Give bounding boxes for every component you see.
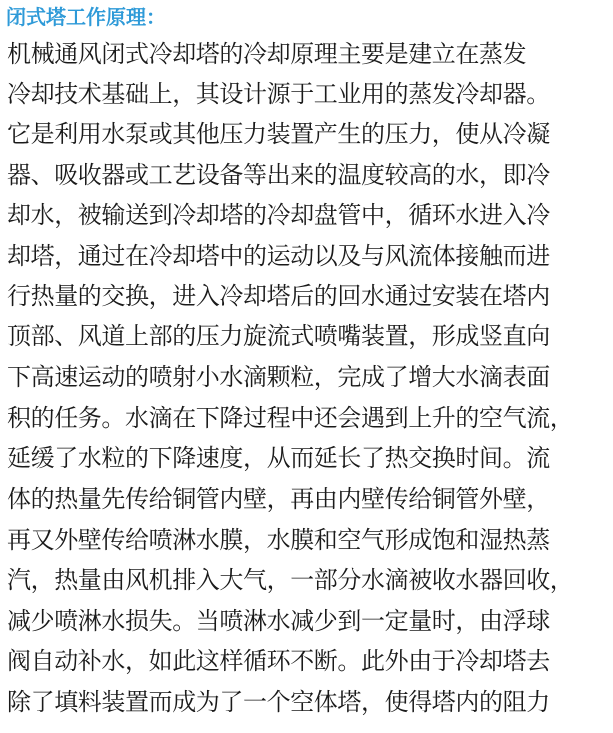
paragraph-line: 积的任务。水滴在下降过程中还会遇到上升的空气流，: [7, 404, 574, 432]
paragraph-line: 却水，被输送到冷却塔的冷却盘管中，循环水进入冷: [7, 201, 550, 229]
paragraph-line: 下高速运动的喷射小水滴颗粒，完成了增大水滴表面: [7, 363, 550, 391]
paragraph-line: 阀自动补水，如此这样循环不断。此外由于冷却塔去: [7, 647, 550, 675]
paragraph-line: 机械通风闭式冷却塔的冷却原理主要是建立在蒸发: [7, 40, 527, 68]
paragraph-line: 减少喷淋水损失。当喷淋水减少到一定量时，由浮球: [7, 607, 550, 635]
paragraph-line: 器、吸收器或工艺设备等出来的温度较高的水，即冷: [7, 161, 550, 189]
paragraph-line: 它是利用水泵或其他压力装置产生的压力，使从冷凝: [7, 120, 550, 148]
paragraph-line: 除了填料装置而成为了一个空体塔，使得塔内的阻力: [7, 688, 550, 716]
paragraph-line: 却塔，通过在冷却塔中的运动以及与风流体接触而进: [7, 242, 550, 270]
paragraph-line: 顶部、风道上部的压力旋流式喷嘴装置，形成竖直向: [7, 322, 550, 350]
paragraph-line: 汽，热量由风机排入大气，一部分水滴被收水器回收，: [7, 566, 574, 594]
section-heading: 闭式塔工作原理：: [6, 5, 166, 29]
paragraph-line: 延缓了水粒的下降速度，从而延长了热交换时间。流: [7, 444, 550, 472]
paragraph-line: 再又外壁传给喷淋水膜，水膜和空气形成饱和湿热蒸: [7, 526, 550, 554]
paragraph-line: 行热量的交换，进入冷却塔后的回水通过安装在塔内: [7, 282, 550, 310]
paragraph-line: 体的热量先传给铜管内壁，再由内壁传给铜管外壁，: [7, 485, 550, 513]
paragraph-line: 冷却技术基础上，其设计源于工业用的蒸发冷却器。: [7, 80, 550, 108]
